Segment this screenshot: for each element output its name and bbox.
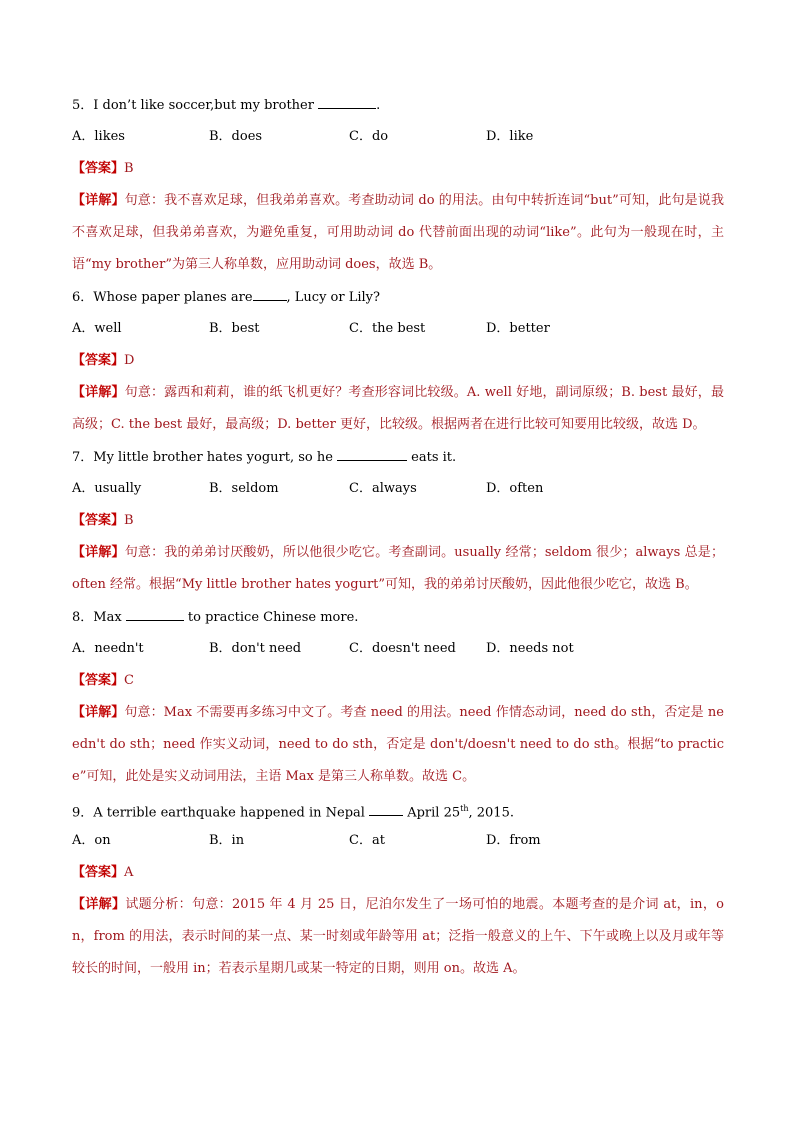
answer-value: A (124, 865, 134, 880)
question-block (72, 800, 724, 985)
answer-blank (318, 96, 376, 109)
option-b: B．in (209, 833, 245, 848)
answer-tag: 【答案】 (72, 161, 125, 176)
option-d: D．like (486, 129, 534, 144)
detail-tag: 【详解】 (72, 897, 126, 912)
explanation-text: 句意：露西和莉莉，谁的纸飞机更好？考查形容词比较级。A. well 好地，副词原级；B. best 最好，最高级；C. the best 最好，最高级；D. better 更好，比较级。根据两者在进行比较可知要用比较级，故选 D。 (72, 385, 724, 432)
option-a: A．on (72, 833, 111, 848)
option-a: A．usually (72, 481, 142, 496)
option-a: A．needn't (72, 641, 144, 656)
option-c: C．at (349, 833, 385, 848)
explanation (72, 697, 724, 793)
question-text: 6．Whose paper planes are , Lucy or Lily? (72, 290, 380, 305)
explanation-text: 句意：我的弟弟讨厌酸奶，所以他很少吃它。考查副词。usually 经常；seldom 很少；always 总是；often 经常。根据“My little brother hates yogurt”可知，我的弟弟讨厌酸奶，因此他很少吃它，故选 B。 (72, 545, 724, 592)
answer-tag: 【答案】 (72, 353, 125, 368)
option-d: D．from (486, 833, 541, 848)
option-c: C．do (349, 129, 389, 144)
detail-tag: 【详解】 (72, 193, 125, 208)
answer-value: B (124, 513, 134, 528)
answer-value: C (124, 673, 134, 688)
option-a: A．likes (72, 129, 125, 144)
explanation (72, 185, 724, 281)
answer-blank (126, 608, 184, 621)
answer-tag: 【答案】 (72, 513, 125, 528)
options-row (72, 320, 724, 352)
option-a: A．well (72, 321, 122, 336)
answer-blank (337, 448, 407, 461)
question-sheet (72, 96, 724, 992)
answer-value: D (124, 353, 135, 368)
detail-tag: 【详解】 (72, 545, 125, 560)
question-text: 7．My little brother hates yogurt, so he eats it. (72, 450, 457, 465)
option-d: D．better (486, 321, 550, 336)
options-row (72, 480, 724, 512)
question-text: 8．Max to practice Chinese more. (72, 610, 359, 625)
explanation (72, 377, 724, 441)
answer-value: B (124, 161, 134, 176)
detail-tag: 【详解】 (72, 705, 125, 720)
question-block (72, 608, 724, 793)
question-block (72, 288, 724, 441)
option-b: B．does (209, 129, 263, 144)
question-text: 5．I don’t like soccer,but my brother . (72, 98, 381, 113)
explanation (72, 537, 724, 601)
option-b: B．seldom (209, 481, 279, 496)
options-row (72, 640, 724, 672)
option-c: C．doesn't need (349, 641, 456, 656)
option-b: B．best (209, 321, 260, 336)
question-block (72, 96, 724, 281)
option-d: D．often (486, 481, 544, 496)
explanation (72, 889, 724, 985)
explanation-text: 句意：Max 不需要再多练习中文了。考查 need 的用法。need 作情态动词，need do sth，否定是 needn't do sth；need 作实义动词，need to do sth，否定是 don't/doesn't need to do sth。根据“to practice”可知，此处是实义动词用法，主语 Max 是第三人称单数。故选 C。 (72, 705, 724, 784)
option-c: C．the best (349, 321, 426, 336)
options-row (72, 128, 724, 160)
question-text: 9．A terrible earthquake happened in Nepal April 25th, 2015. (72, 804, 514, 821)
explanation-text: 试题分析：句意：2015 年 4 月 25 日，尼泊尔发生了一场可怕的地震。本题考查的是介词 at，in，on，from 的用法，表示时间的某一点、某一时刻或年龄等用 at；泛指一般意义的上午、下午或晚上以及月或年等较长的时间，一般用 in；若表示星期几或某一特定的日期，则用 on。故选 A。 (72, 897, 724, 976)
detail-tag: 【详解】 (72, 385, 125, 400)
option-c: C．always (349, 481, 417, 496)
answer-tag: 【答案】 (72, 865, 125, 880)
answer-tag: 【答案】 (72, 673, 125, 688)
option-b: B．don't need (209, 641, 302, 656)
options-row (72, 832, 724, 864)
answer-blank (253, 288, 287, 301)
question-block (72, 448, 724, 601)
option-d: D．needs not (486, 641, 574, 656)
explanation-text: 句意：我不喜欢足球，但我弟弟喜欢。考查助动词 do 的用法。由句中转折连词“but”可知，此句是说我不喜欢足球，但我弟弟喜欢，为避免重复，可用助动词 do 代替前面出现的动词“like”。此句为一般现在时，主语“my brother”为第三人称单数，应用助动词 does，故选 B。 (72, 193, 724, 272)
answer-blank (369, 803, 403, 816)
